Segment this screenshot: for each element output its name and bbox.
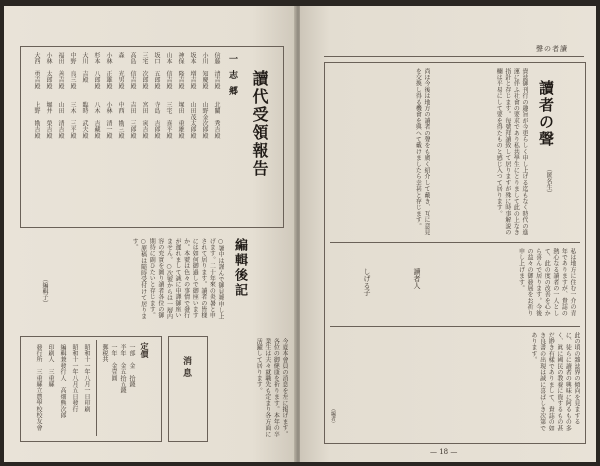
- receipt-line: 大西 勇吉殿 上野 勘吉殿: [33, 52, 40, 139]
- price-line: 一年 金壹圓: [110, 344, 117, 382]
- receipt-line: 三宅 次郎殿 宮田 寅吉殿: [141, 52, 148, 139]
- colophon-line: 印刷人 三重縣: [47, 344, 54, 388]
- notice-title: 消 息: [181, 356, 191, 378]
- price-list: [100, 344, 136, 434]
- price-line: 郵税共: [101, 344, 108, 363]
- receipt-line: 高島 信吉殿 吉田 三郎殿: [129, 52, 136, 139]
- receipt-line: 神保 隆吉殿 塚田 重雄殿: [177, 52, 184, 139]
- readers-voice-title: 讀者の聲: [537, 80, 555, 148]
- receipt-line: 大川 吉殿 臨時 武夫殿: [81, 52, 88, 139]
- reader-letter-4: 此の頃の雜誌界の傾向を見まするに、徒らに讀者の興味に阿るもの多く、眞に國民の教養に資するもの甚だ尠き有樣でありまして、貴誌の如き良書の出現は誠に喜ばしき次第であります。: [530, 332, 580, 432]
- receipt-line: 坂本 増吉殿 山田茂太郎殿: [189, 52, 196, 139]
- section-divider: [330, 326, 580, 327]
- receipt-list: [26, 52, 222, 220]
- colophon-list: [26, 344, 92, 436]
- receipt-line: 福田 善吉殿 山田 清吉殿: [57, 52, 64, 139]
- editor-postscript-title: 編輯後記: [232, 238, 247, 298]
- reader-letter-1-continued: 尚ほ今後は地方の讀者の聲をも廣く紹介して戴き、互に意見を交換し得る機會を與へて戴けましたら幸甚と存じます。: [414, 68, 430, 236]
- running-head: 聲の者讀: [536, 45, 568, 53]
- reply-label: （編者）: [330, 406, 336, 426]
- editor-postscript-text: ○暑中は謹んで御見舞申し上げます。二十年來の炎暑と申されて居ります。讀者の皆様には如何御過しで御座いますか。本號は色々の事情で發行が遲れまして誠に申譯御座いません。○次號からは一層内容の充實を圖り讀者各位の御期待に副ひたいと存じます。○原稿は隨時受付けて居ります。: [131, 238, 224, 320]
- colophon-line: 昭和十一年八月一日印刷: [83, 344, 90, 413]
- reader-letter-1: 貴誌御刊行の趣旨が今更らしく申し上げる迄もなく時代の進運に伴ふ社會の要求であり私共學生にとりまして此の上なき指針と存じます。毎號拜讀致して居りますが殊に時事解説の欄は平易にして要を得たものと感じ入つて居ります。: [495, 68, 528, 236]
- reader-letter-2: 私は地方に住む一介の青年でありますが、貴誌の熱心なる讀者の一人として、此の度の改善を心から喜んで居ります。今後の益々の御發展をお祈り申し上げます。: [517, 248, 576, 317]
- receipt-line: 中野 良三殿 三木 三平殿: [69, 52, 76, 139]
- readers-voice-author: （匿名生）: [545, 166, 552, 196]
- right-page: [300, 6, 596, 462]
- editor-postscript-signature: （編輯子）: [41, 276, 48, 306]
- receipt-line: 森 光男殿 中西 勘三殿: [117, 52, 124, 139]
- page-number: — 18 —: [430, 448, 458, 456]
- receipt-line: 山本 信吉殿 三宅 喜平殿: [165, 52, 172, 139]
- receipt-line: 信藤 清吉殿 北關 秀吉殿: [213, 52, 220, 139]
- receipt-line: 小林 太郎殿 堀井 榮吉殿: [45, 52, 52, 139]
- receipt-line: 坂口 五郎殿 寺島 吉郎殿: [153, 52, 160, 139]
- section-divider: [330, 242, 580, 243]
- receipt-report-subtitle: 一 志 郷: [227, 54, 237, 98]
- reader-letter-3-signature: しげる子: [363, 268, 371, 296]
- receipt-line: 杉本 八郎殿 八木 吉藏殿: [93, 52, 100, 139]
- price-title: 定價: [140, 342, 150, 358]
- running-head-rule: [324, 56, 584, 57]
- price-line: 一部 金 拾錢: [128, 344, 135, 388]
- colophon-line: 編輯兼發行人 高畑熊次郎: [59, 344, 66, 419]
- notice-text: 今夏本會員の消息を左に掲げます。各位の御健康を祈ります。本年の卒業生は夫々就職先も定まり各方面に活躍して居ります。: [255, 338, 288, 438]
- receipt-line: 小林 正雄殿 小林 清一殿: [105, 52, 112, 139]
- colophon-line: 發行所 三重縣立農學校校友會: [35, 344, 42, 431]
- colophon-line: 昭和十一年八月五日發行: [71, 344, 78, 413]
- left-page: [4, 6, 296, 462]
- price-line: 半年 金五拾五錢: [119, 344, 126, 394]
- colophon-divider: [96, 340, 97, 436]
- receipt-report-title: 讀代受領報告: [250, 70, 269, 178]
- open-magazine-spread: [4, 6, 596, 462]
- reader-letter-2-signature: 讀者人: [413, 268, 421, 289]
- receipt-line: 小川 知慶殿 山野金次郎殿: [201, 52, 208, 139]
